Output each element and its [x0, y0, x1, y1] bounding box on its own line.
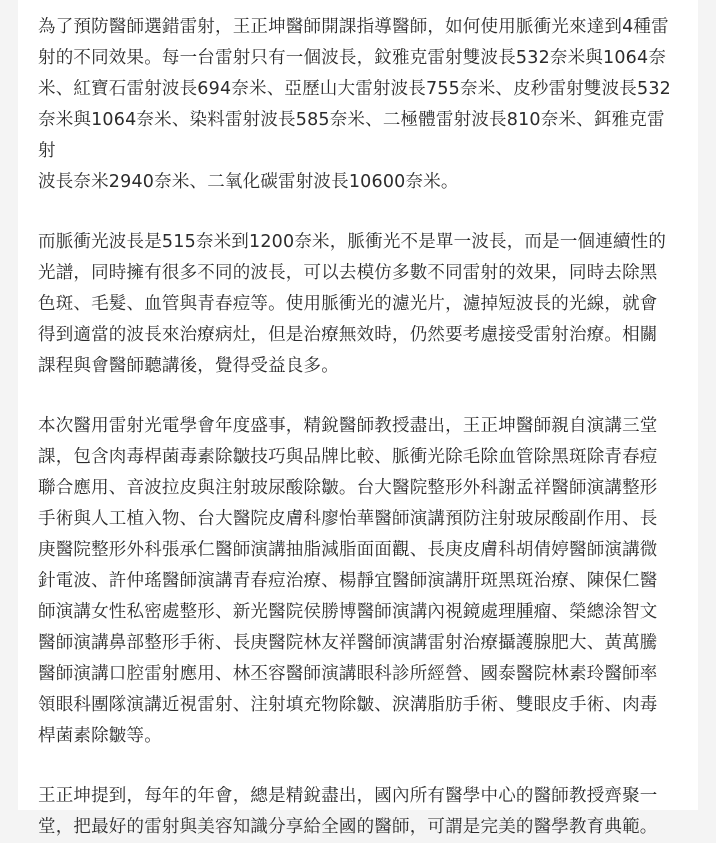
article-paragraph-3: 本次醫用雷射光電學會年度盛事，精銳醫師教授盡出，王正坤醫師親自演講三堂 課，包含肉毒桿菌毒素除皺技巧與品牌比較、脈衝光除毛除血管除黑斑除青春痘 聯合應用、音波拉皮與注射玻尿酸除皺。台大醫院整形外科謝孟祥醫師演講整形 手術與人工植入物、台大醫院皮膚科廖怡華醫師演講預防注射玻尿酸副作用、長 庚醫院整形外科張承仁醫師演講抽脂減脂面面觀、長庚皮膚科胡倩婷醫師演講微 針電波、許仲瑤醫師演講青春痘治療、楊靜宜醫師演講肝斑黑斑治療、陳保仁醫 師演講女性私密處整形、新光醫院侯勝博醫師演講內視鏡處理腫瘤、榮總涂智文 醫師演講鼻部整形手術、長庚醫院林友祥醫師演講雷射治療攝護腺肥大、黃萬騰 醫師演講口腔雷射應用、林丕容醫師演講眼科診所經營、國泰醫院林素玲醫師率 領眼科團隊演講近視雷射、注射填充物除皺、淚溝脂肪手術、雙眼皮手術、肉毒 桿菌素除皺等。 [38, 416, 658, 746]
article-paragraph-1: 為了預防醫師選錯雷射，王正坤醫師開課指導醫師，如何使用脈衝光來達到4種雷 射的不同效果。每一台雷射只有一個波長，鈫雅克雷射雙波長532奈米與1064奈 米、紅寶石雷射波長694奈米、亞歷山大雷射波長755奈米、皮秒雷射雙波長532 奈米與1064奈米、染料雷射波長585奈米、二極體雷射波長810奈米、鉺雅克雷射 波長奈米2940奈米、二氧化碳雷射波長10600奈米。 [38, 17, 672, 192]
article-paragraph-4: 王正坤提到，每年的年會，總是精銳盡出，國內所有醫學中心的醫師教授齊聚一 堂，把最好的雷射與美容知識分享給全國的醫師，可謂是完美的醫學教育典範。 [38, 786, 658, 837]
article-body [18, 0, 698, 837]
article-paragraph-2: 而脈衝光波長是515奈米到1200奈米，脈衝光不是單一波長，而是一個連續性的 光譜，同時擁有很多不同的波長，可以去模仿多數不同雷射的效果，同時去除黑 色斑、毛髮、血管與青春痘等。使用脈衝光的濾光片，濾掉短波長的光線，就會 得到適當的波長來治療病灶，但是治療無效時，仍然要考慮接受雷射治療。相關 課程與會醫師聽講後，覺得受益良多。 [38, 232, 667, 376]
